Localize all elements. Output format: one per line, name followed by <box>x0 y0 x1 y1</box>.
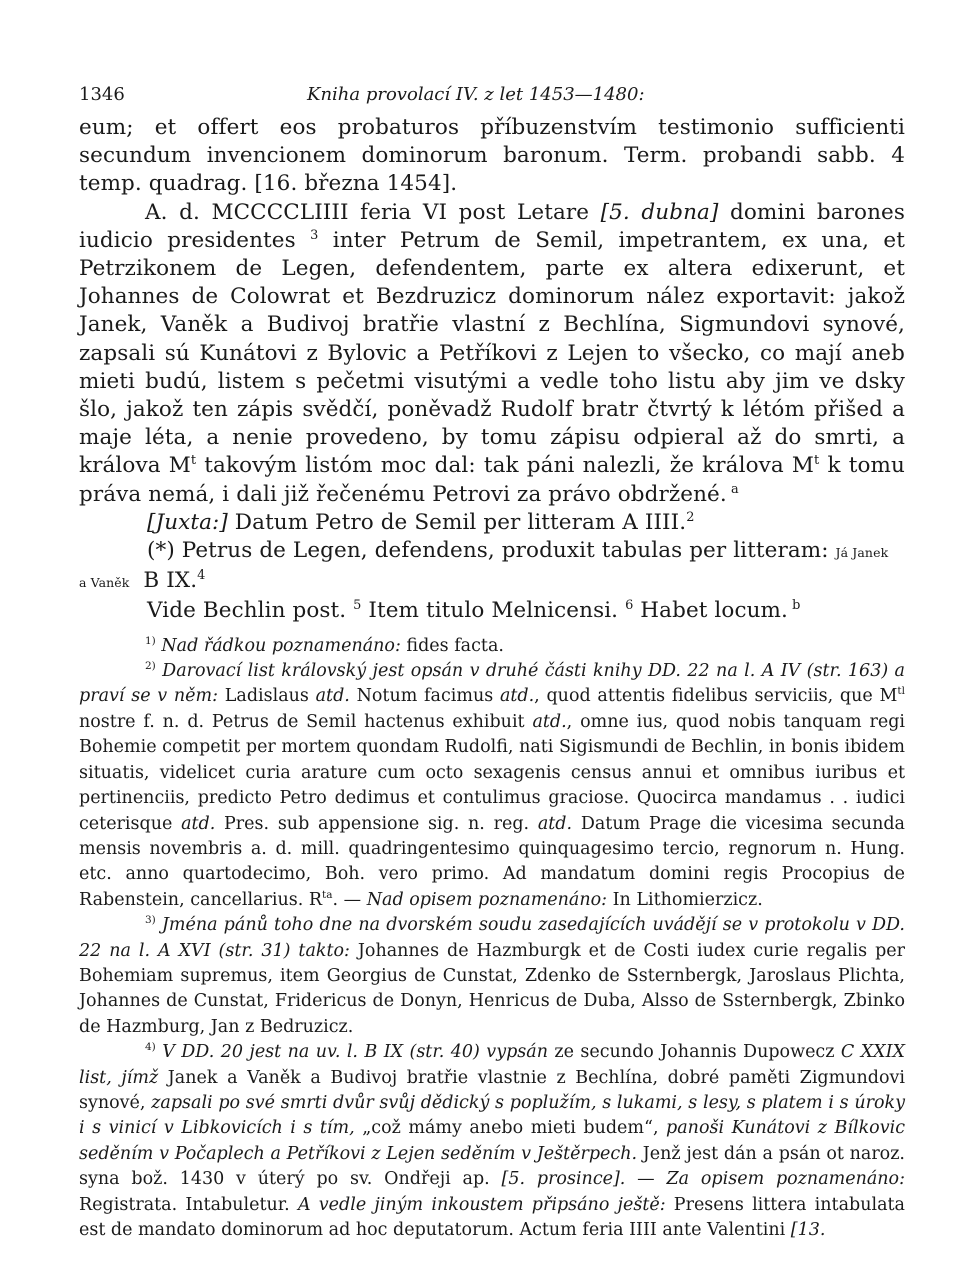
text-italic: panoši Kunátovi z Bílkovic seděním v Počaplech a Petříkovi z Lejen seděním v Ještěrpech. <box>79 1118 906 1164</box>
text-run: Habet locum. <box>633 598 788 624</box>
text-run: Datum Prage die vicesima secunda mensis novembris a. d. mill. quadringentesimo quinquagesimo tercio, regnorum n. Hung. etc. anno quartodecimo, Boh. vero primo. Ad mandatum domini regis Procopius de Rabenstein, cancellarius. R <box>79 813 905 910</box>
superscript-ta: ta <box>322 888 333 901</box>
petrus-entry-continued <box>79 567 905 597</box>
text-italic: zapsali po své smrti dvůr svůj dědický s poplužím, s lukami, s lesy, s platem i s úroky i s vinicí v Libkovicích i s tím, <box>79 1092 905 1139</box>
footnote-ref-6: 6 <box>625 598 634 614</box>
paragraph-continuation: eum; et offert eos probaturos příbuzenstvím testimonio sufficienti secundum invencionem dominorum baronum. Term. probandi sabb. 4 temp. quadrag. [16. března 1454]. <box>79 115 905 197</box>
note-ref-b: b <box>787 598 801 614</box>
text-run: Presens littera intabulata est de mandato dominorum ad hoc deputatorum. Actum feria IIII ante Valentini <box>79 1194 905 1240</box>
footnote-mark: 4) <box>145 1041 156 1054</box>
text-italic: atd. <box>499 686 535 707</box>
margin-note: Já Janek <box>835 545 889 561</box>
text-italic: atd. <box>532 711 567 732</box>
text-run: , omne ius, quod nobis tanquam regi Bohemie competit per mortem quondam Rudolfi, nati Sigismundi de Bechlin, in bonis ibidem situatis, videlicet curia arature cum octo sexagenis census annui et omnibus iuribus et pertinenciis, predicto Petro dedimus et contulimus graciose. Quocirca mandamus . . iudici ceterisque <box>79 711 906 834</box>
text-run: Registrata. Intabuletur. <box>79 1194 298 1215</box>
footnote-mark: 1) <box>145 634 156 647</box>
text-run: ze secundo Johannis Dupowecz <box>547 1042 841 1063</box>
text-run: Janek a Vaněk a Budivoj bratřie vlastnie z Bechlína, dobré paměti Zigmundovi synové, <box>79 1067 905 1113</box>
footnote-mark: 3) <box>145 914 156 927</box>
text-run: Ladislaus <box>218 686 316 707</box>
superscript-t: t <box>190 453 197 469</box>
text-italic: C XXIX list, jímž <box>79 1042 905 1088</box>
text-run: Notum facimus <box>349 686 500 707</box>
running-head <box>79 84 905 114</box>
superscript-t: t <box>814 453 820 469</box>
text-run: takovým listóm moc dal: tak páni nalezli, že králova M <box>196 453 815 479</box>
footnote-ref-5: 5 <box>353 598 362 614</box>
text-italic: Jména pánů toho dne na dvorském soudu zasedajících uvádějí se v protokolu v DD. 22 na l. A XVI (str. 31) takto: <box>79 915 905 961</box>
footnote-ref-3: 3 <box>310 227 319 243</box>
margin-note: a Vaněk <box>79 575 130 591</box>
text-italic: Nad řádkou poznamenáno: <box>155 635 401 656</box>
running-title: Kniha provolací IV. z let 1453—1480: <box>307 84 645 105</box>
text-italic: atd. <box>181 813 216 834</box>
date-line: A. d. MCCCCLIIII feria VI post Letare <box>145 199 601 225</box>
text-italic: atd. <box>537 813 573 834</box>
text-run: Vide Bechlin post. <box>147 598 354 624</box>
text-run: B IX. <box>143 568 198 594</box>
vide-entry <box>79 597 905 625</box>
text-italic: Za opisem poznamenáno: <box>666 1169 905 1190</box>
text-italic: A vedle jiným inkoustem připsáno ještě: <box>297 1194 666 1215</box>
text-italic: Darovací list královský jest opsán v druhé části knihy DD. 22 na l. A IV (str. 163) a praví se v něm: <box>79 661 905 707</box>
main-text <box>79 114 905 626</box>
footnote-2 <box>79 659 905 913</box>
text-run: Item titulo Melnicensi. <box>361 598 626 624</box>
text-run: , quod attentis fidelibus serviciis, que M <box>534 686 898 707</box>
page-number: 1346 <box>79 84 125 105</box>
text-italic: Nad opisem poznamenáno: <box>366 889 608 910</box>
juxta-label: [Juxta:] <box>147 509 228 535</box>
text-run: — <box>625 1169 667 1190</box>
text-run: Pres. sub appensione sig. n. reg. <box>215 813 538 834</box>
text-run: Jenž jest dán a psán ot naroz. syna bož. 1430 v úterý po sv. Ondřeji ap. <box>79 1143 905 1190</box>
text-italic: atd. <box>315 686 350 707</box>
note-ref-a: a <box>726 481 739 497</box>
text-italic: [13. <box>790 1220 826 1240</box>
date-italic: [5. dubna] <box>600 199 719 225</box>
footnote-ref-4: 4 <box>197 568 206 584</box>
text-run: nostre f. n. d. Petrus de Semil hactenus exhibuit <box>79 711 533 732</box>
text-run: Johannes de Hazmburgk et de Costi iudex curie regalis per Bohemiam supremus, item Georgius de Cunstat, Zdenko de Ssternbergk, Jaroslaus Plichta, Johannes de Cunstat, Fridericus de Donyn, Henricus de Duba, Alsso de Ssternbergk, Zbinko de Hazmburg, Jan z Bedruzicz. <box>79 940 905 1037</box>
text-run: Datum Petro de Semil per litteram A IIII. <box>227 509 687 535</box>
footnote-4 <box>79 1040 905 1243</box>
text-run: inter Petrum de Semil, impetrantem, ex una, et Petrzikonem de Legen, defendentem, parte ex altera edixerunt, et Johannes de Colowrat et Bezdruzicz dominorum nález exportavit: jakož Janek, Vaněk a Budivoj bratřie vlastní z Bechlína, Sigmundovi synové, zapsali sú Kunátovi z Bylovic a Petříkovi z Lejen to všecko, co mají aneb mieti budú, listem s pečetmi visutými a vedle toho listu aby jim ve dsky šlo, jakož ten zápis svědčí, poněvadž Rudolf bratr čtvrtý k létóm přišed a maje léta, a nenie provedeno, by tomu zápisu odpieral až do smrti, a králova M <box>79 227 905 479</box>
text-run: (*) Petrus de Legen, defendens, produxit tabulas per litteram: <box>147 538 829 564</box>
footnote-ref-2: 2 <box>686 509 695 525</box>
superscript-tl: tl <box>897 685 905 698</box>
text-italic: [5. prosince]. <box>501 1169 626 1190</box>
text-run: k tomu práva nemá, i dali již řečenému Petrovi za právo obdržené. <box>79 453 905 507</box>
paragraph-judgment <box>79 199 905 509</box>
text-italic: V DD. 20 jest na uv. l. B IX (str. 40) vypsán <box>155 1042 548 1063</box>
text-run: . — <box>332 889 367 910</box>
juxta-entry <box>79 509 905 537</box>
text-run: fides facta. <box>400 635 504 656</box>
footnote-1 <box>79 634 905 659</box>
footnotes <box>79 634 905 1244</box>
text-run: In Lithomierzicz. <box>607 889 763 910</box>
footnote-3 <box>79 913 905 1040</box>
footnote-mark: 2) <box>145 660 156 673</box>
petrus-entry <box>79 537 905 567</box>
text-run: domini barones iudicio presidentes <box>79 199 905 253</box>
text-run: „což mámy anebo mieti budem“, <box>354 1118 667 1139</box>
